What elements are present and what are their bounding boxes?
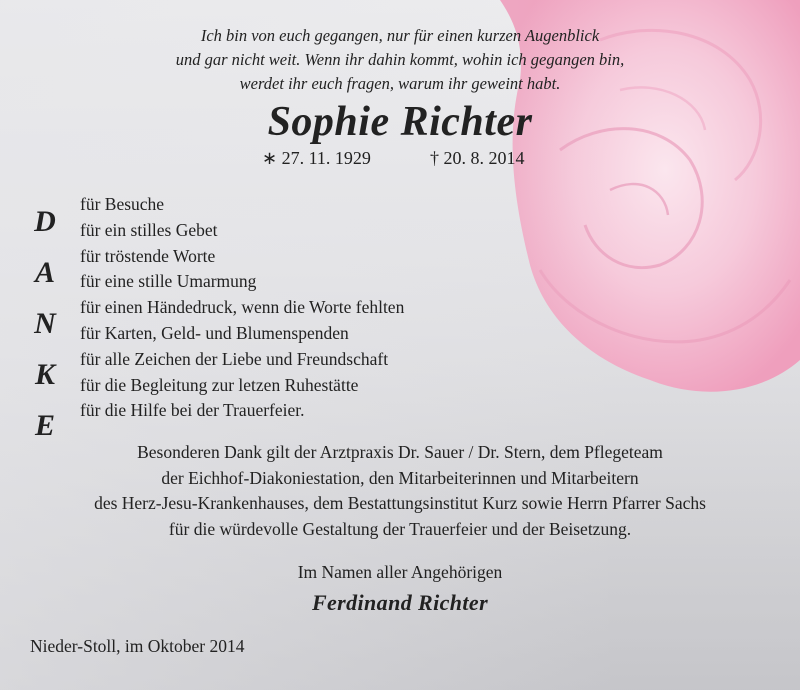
poem-line: werdet ihr euch fragen, warum ihr geweint habt. — [239, 74, 561, 93]
poem-line: und gar nicht weit. Wenn ihr dahin kommt, wohin ich gegangen bin, — [175, 50, 625, 69]
thanks-item: für Karten, Geld- und Blumenspenden — [80, 322, 349, 343]
acknowledgement-paragraph — [0, 440, 800, 542]
danke-letter: D — [34, 205, 56, 238]
acknowledgement-line: der Eichhof-Diakoniestation, den Mitarbeiterinnen und Mitarbeitern — [161, 467, 639, 488]
thanks-item: für die Begleitung zur letzen Ruhestätte — [80, 374, 359, 395]
poem — [0, 24, 800, 96]
thanks-item: für Besuche — [80, 194, 165, 214]
danke-letter: E — [34, 409, 55, 442]
acknowledgement-line: Besonderen Dank gilt der Arztpraxis Dr. Sauer / Dr. Stern, dem Pflegeteam — [137, 442, 663, 462]
thanks-item: für eine stille Umarmung — [80, 271, 257, 292]
closing-line: Im Namen aller Angehörigen — [297, 562, 503, 582]
danke-acrostic — [30, 196, 60, 451]
thanks-item: für tröstende Worte — [80, 245, 216, 266]
acknowledgement-line: des Herz-Jesu-Krankenhauses, dem Bestattungsinstitut Kurz sowie Herrn Pfarrer Sachs — [94, 493, 706, 513]
acknowledgement-line: für die würdevolle Gestaltung der Trauerfeier und der Beisetzung. — [168, 518, 632, 539]
deceased-name: Sophie Richter — [267, 99, 533, 145]
danke-letter: N — [34, 307, 56, 340]
birth-date: ∗ 27. 11. 1929 — [262, 148, 371, 168]
thanks-item: für alle Zeichen der Liebe und Freundschaft — [80, 348, 389, 369]
poem-line: Ich bin von euch gegangen, nur für einen kurzen Augenblick — [200, 26, 600, 45]
thanks-item: für ein stilles Gebet — [80, 219, 218, 240]
signatory-name: Ferdinand Richter — [311, 590, 489, 615]
danke-letter: A — [34, 256, 55, 289]
thanks-list — [80, 192, 404, 424]
thanks-item: für einen Händedruck, wenn die Worte fehlten — [80, 297, 405, 318]
death-date: † 20. 8. 2014 — [430, 148, 525, 168]
danke-letter: K — [34, 358, 55, 391]
thanks-item: für die Hilfe bei der Trauerfeier. — [80, 400, 305, 421]
place-and-date: Nieder-Stoll, im Oktober 2014 — [30, 636, 245, 656]
